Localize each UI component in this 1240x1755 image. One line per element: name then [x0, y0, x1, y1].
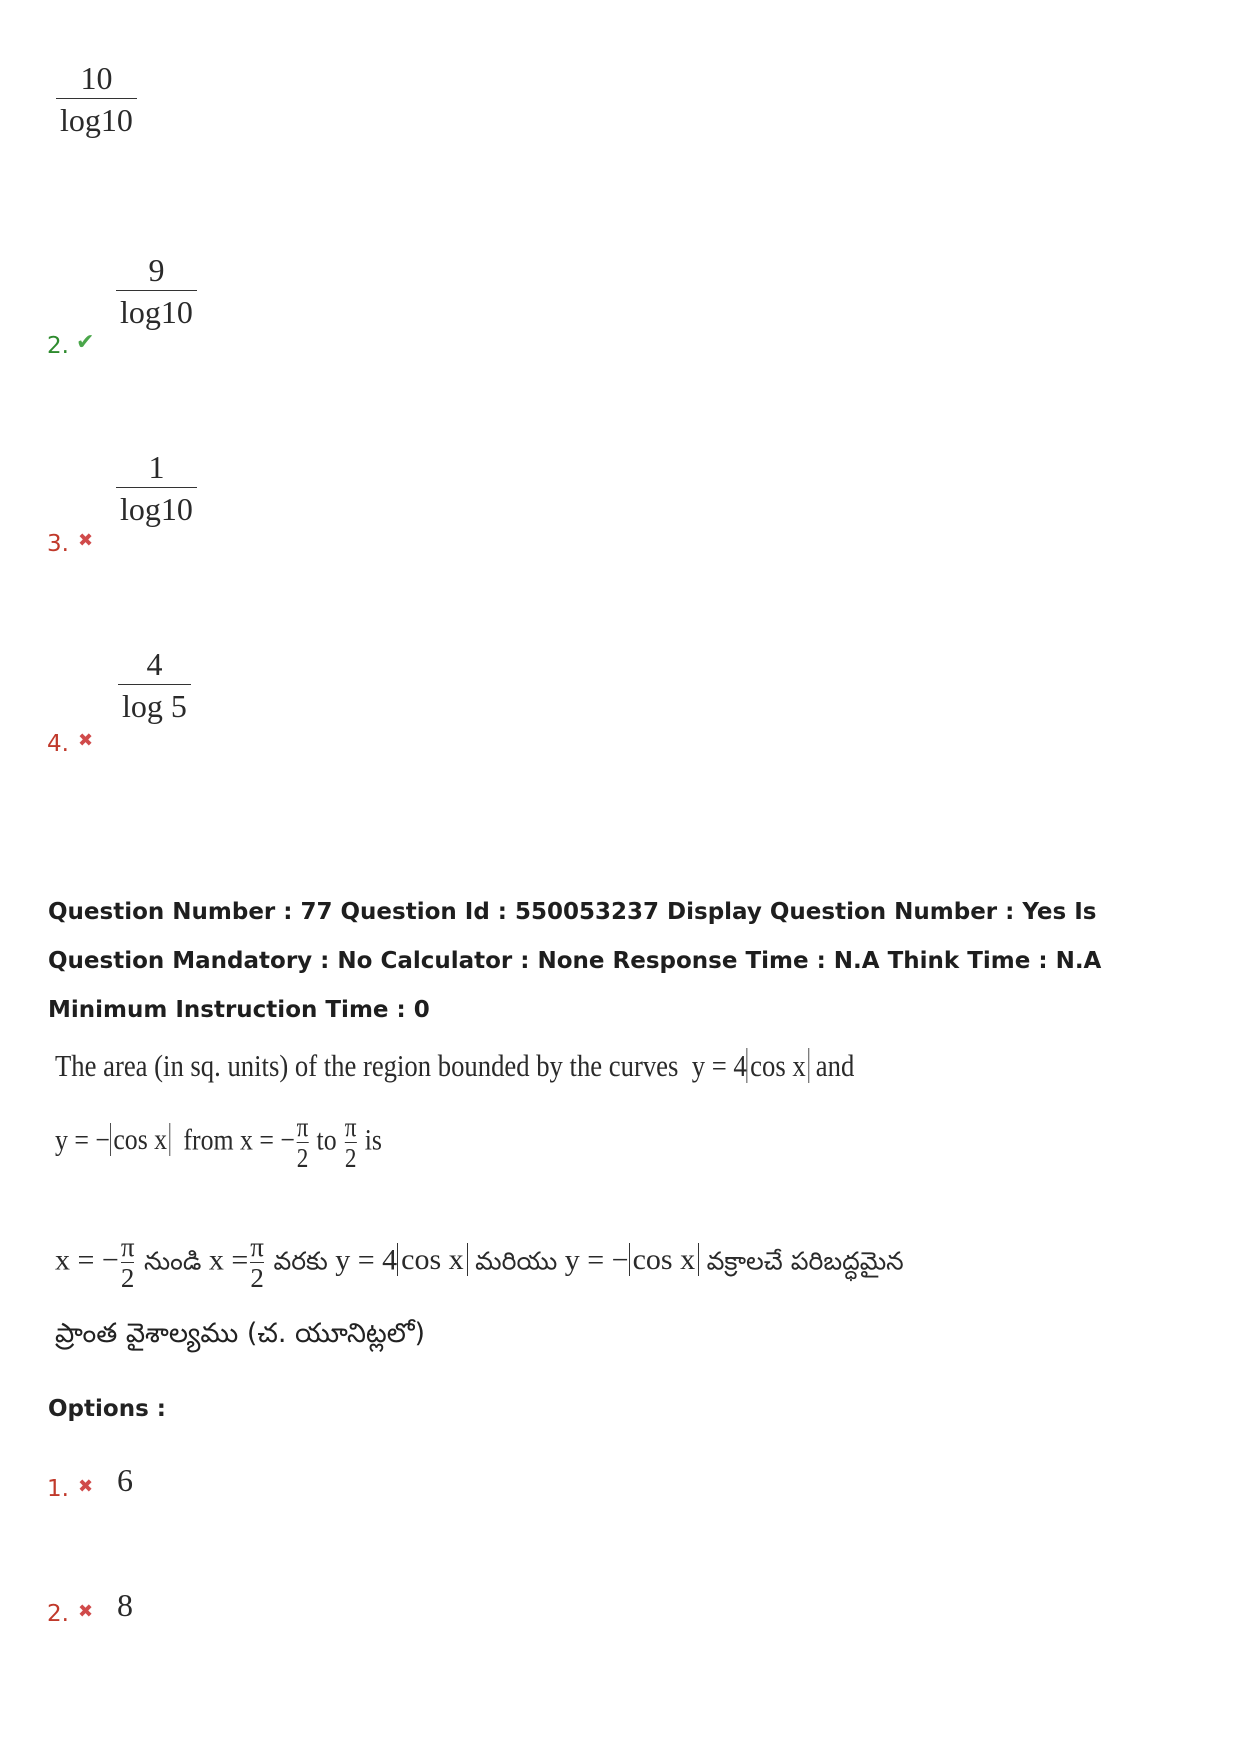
pi-symbol: π: [296, 1112, 309, 1142]
cross-icon: ✖: [78, 530, 94, 551]
prev-option-2-fraction: [116, 250, 197, 333]
option-1-number: 1.: [47, 1476, 69, 1502]
prev-option-4-number: 4.: [47, 731, 69, 757]
stem-text: మరియు: [475, 1246, 558, 1276]
stem-text: to: [316, 1123, 337, 1157]
option-2-number: 2.: [47, 1601, 69, 1627]
cross-icon: ✖: [78, 1601, 94, 1622]
option-2-value: 8: [117, 1587, 133, 1623]
question-stem-en-line2: [55, 1112, 382, 1173]
fraction-numerator: 4: [146, 646, 163, 682]
pi-over-two: [250, 1232, 264, 1293]
fraction-denominator: log10: [120, 491, 193, 527]
prev-option-4-fraction: [118, 644, 191, 727]
abs-expression: cos x: [747, 1048, 809, 1083]
abs-expression: cos x: [629, 1243, 700, 1276]
stem-equation: y = 4: [691, 1048, 747, 1083]
two: 2: [120, 1263, 135, 1293]
fraction-numerator: 1: [148, 449, 165, 485]
stem-text: వక్రాలచే పరిబద్ధమైన: [706, 1246, 904, 1276]
question-stem-te-line2: ప్రాంత వైశాల్యము (చ. యూనిట్లలో): [55, 1318, 426, 1349]
cross-icon: ✖: [78, 730, 94, 751]
pi-symbol: π: [120, 1232, 135, 1262]
question-stem-te-line1: [55, 1232, 904, 1293]
fraction-numerator: 10: [80, 60, 113, 96]
question-stem-en-line1: [55, 1048, 854, 1084]
option-1-value: 6: [117, 1462, 133, 1498]
two: 2: [250, 1263, 264, 1293]
stem-text: and: [815, 1048, 855, 1083]
abs-expression: cos x: [397, 1243, 468, 1276]
stem-text: నుండి: [143, 1246, 202, 1276]
fraction-denominator: log10: [120, 294, 193, 330]
two: 2: [296, 1143, 309, 1173]
fraction-numerator: 9: [148, 252, 165, 288]
stem-text: The area (in sq. units) of the region bounded by the curves: [55, 1048, 679, 1083]
stem-equation: y = −: [55, 1123, 110, 1157]
fraction-denominator: log 5: [122, 688, 187, 724]
stem-equation: x = −: [55, 1243, 119, 1277]
stem-text: వరకు: [273, 1246, 328, 1276]
pi-over-two: [297, 1112, 309, 1173]
abs-expression: cos x: [110, 1123, 171, 1156]
pi-symbol: π: [250, 1232, 264, 1262]
prev-option-3-fraction: [116, 447, 197, 530]
pi-symbol: π: [344, 1112, 357, 1142]
pi-over-two: [121, 1232, 135, 1293]
stem-equation: y = −: [564, 1243, 629, 1277]
fraction-denominator: log10: [60, 102, 133, 138]
stem-equation: x =: [208, 1243, 249, 1277]
prev-option-1-fraction: [56, 58, 137, 141]
check-icon: ✔: [76, 330, 95, 355]
options-label: Options :: [48, 1396, 166, 1422]
question-meta: Question Number : 77 Question Id : 550053237 Display Question Number : Yes Is Question Mandatory : No Calculator : None Response Time : N.A Think Time : N.A Minimum Instruction Time : 0: [48, 899, 1102, 1023]
cross-icon: ✖: [78, 1476, 94, 1497]
stem-text: is: [364, 1123, 382, 1157]
stem-text: from x = −: [183, 1123, 295, 1157]
prev-option-2-number: 2.: [47, 333, 69, 359]
two: 2: [344, 1143, 357, 1173]
stem-equation: y = 4: [335, 1243, 398, 1277]
prev-option-3-number: 3.: [47, 531, 69, 557]
pi-over-two: [345, 1112, 357, 1173]
